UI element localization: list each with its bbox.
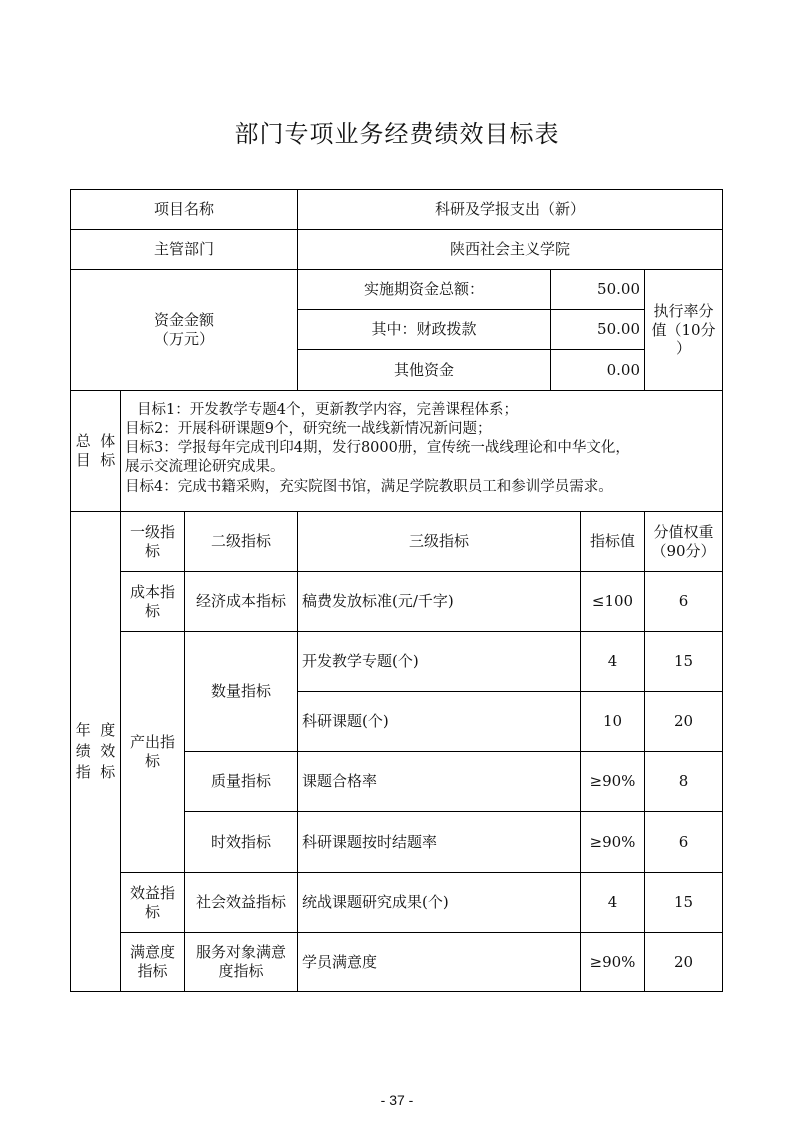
quantity-row1-level3: 开发教学专题(个) xyxy=(297,631,581,692)
execution-rate-line3: ） xyxy=(675,339,691,358)
header-weight-line2: （90分） xyxy=(651,541,716,560)
cost-l1-line1: 成本指 xyxy=(129,582,175,601)
funds-label-line2: （万元） xyxy=(153,330,214,348)
execution-rate-line1: 执行率分 xyxy=(653,301,714,320)
satisfaction-level1 xyxy=(120,932,185,992)
funds-total-label: 实施期资金总额： xyxy=(297,269,551,310)
output-l1-line2: 标 xyxy=(144,752,160,770)
quality-level2: 质量指标 xyxy=(184,751,298,812)
header-level1: 一级指标 xyxy=(120,511,185,572)
timeliness-level2: 时效指标 xyxy=(184,811,298,873)
funds-label-line1: 资金金额 xyxy=(153,311,214,330)
output-l1-line1: 产出指 xyxy=(129,733,175,752)
annual-label-line2: 绩 效 xyxy=(75,742,116,760)
timeliness-weight: 6 xyxy=(644,811,723,873)
header-weight-line1: 分值权重 xyxy=(653,522,714,541)
timeliness-level3: 科研课题按时结题率 xyxy=(297,811,581,873)
overall-goal-line1: 总 体 xyxy=(75,432,116,451)
annual-label-line1: 年 度 xyxy=(75,721,116,739)
overall-goals-text xyxy=(120,390,723,512)
cost-level1 xyxy=(120,571,185,632)
benefit-l1-line2: 标 xyxy=(144,902,160,921)
satisfaction-weight: 20 xyxy=(644,932,723,992)
quality-weight: 8 xyxy=(644,751,723,812)
output-level1 xyxy=(120,631,185,873)
department-label: 主管部门 xyxy=(70,229,298,270)
goal-3: 目标3：学报每年完成刊印4期，发行8000册，宣传统一战线理论和中华文化， xyxy=(125,440,630,457)
funds-fiscal-label: 其中：财政拨款 xyxy=(297,309,551,350)
quantity-row2-level3: 科研课题(个) xyxy=(297,691,581,752)
execution-rate-label xyxy=(644,269,723,391)
satisfaction-l2-line2: 度指标 xyxy=(218,962,264,980)
cost-value: ≤100 xyxy=(580,571,645,632)
overall-goal-line2: 目 标 xyxy=(75,451,116,469)
satisfaction-level2 xyxy=(184,932,298,992)
benefit-level1 xyxy=(120,872,185,933)
department-value: 陕西社会主义学院 xyxy=(297,229,723,270)
cost-level2: 经济成本指标 xyxy=(184,571,298,632)
quality-level3: 课题合格率 xyxy=(297,751,581,812)
overall-goal-label xyxy=(70,390,121,512)
funds-other-value: 0.00 xyxy=(550,349,645,391)
benefit-value: 4 xyxy=(580,872,645,933)
satisfaction-l1-line1: 满意度 xyxy=(129,943,175,962)
goal-4: 目标4：完成书籍采购，充实院图书馆，满足学院教职员工和参训学员需求。 xyxy=(125,478,613,495)
funds-other-label: 其他资金 xyxy=(297,349,551,391)
funds-label xyxy=(70,269,298,391)
benefit-l1-line1: 效益指 xyxy=(129,883,175,902)
satisfaction-l1-line2: 指标 xyxy=(137,962,168,980)
benefit-level2: 社会效益指标 xyxy=(184,872,298,933)
timeliness-value: ≥90% xyxy=(580,811,645,873)
project-name-value: 科研及学报支出（新） xyxy=(297,189,723,230)
header-weight xyxy=(644,511,723,572)
page-number: - 37 - xyxy=(380,1092,414,1108)
page-title: 部门专项业务经费绩效目标表 xyxy=(234,120,560,148)
execution-rate-line2: 值（10分 xyxy=(651,320,716,339)
goal-1: 目标1：开发教学专题4个，更新教学内容，完善课程体系； xyxy=(137,402,518,418)
satisfaction-l2-line1: 服务对象满意 xyxy=(195,943,286,962)
quantity-row2-value: 10 xyxy=(580,691,645,752)
quantity-row1-weight: 15 xyxy=(644,631,723,692)
benefit-level3: 统战课题研究成果(个) xyxy=(297,872,581,933)
satisfaction-value: ≥90% xyxy=(580,932,645,992)
quantity-row1-value: 4 xyxy=(580,631,645,692)
funds-total-value: 50.00 xyxy=(550,269,645,310)
annual-indicator-label xyxy=(70,511,121,992)
goal-3-cont: 展示交流理论研究成果。 xyxy=(125,459,285,476)
header-level3: 三级指标 xyxy=(297,511,581,572)
annual-label-line3: 指 标 xyxy=(75,763,116,781)
quality-value: ≥90% xyxy=(580,751,645,812)
cost-level3: 稿费发放标准(元/千字) xyxy=(297,571,581,632)
funds-fiscal-value: 50.00 xyxy=(550,309,645,350)
project-name-label: 项目名称 xyxy=(70,189,298,230)
satisfaction-level3: 学员满意度 xyxy=(297,932,581,992)
cost-weight: 6 xyxy=(644,571,723,632)
goal-2: 目标2：开展科研课题9个，研究统一战线新情况新问题； xyxy=(125,421,492,438)
header-value: 指标值 xyxy=(580,511,645,572)
cost-l1-line2: 标 xyxy=(144,601,160,620)
quantity-row2-weight: 20 xyxy=(644,691,723,752)
header-level2: 二级指标 xyxy=(184,511,298,572)
quantity-level2: 数量指标 xyxy=(184,631,298,752)
benefit-weight: 15 xyxy=(644,872,723,933)
